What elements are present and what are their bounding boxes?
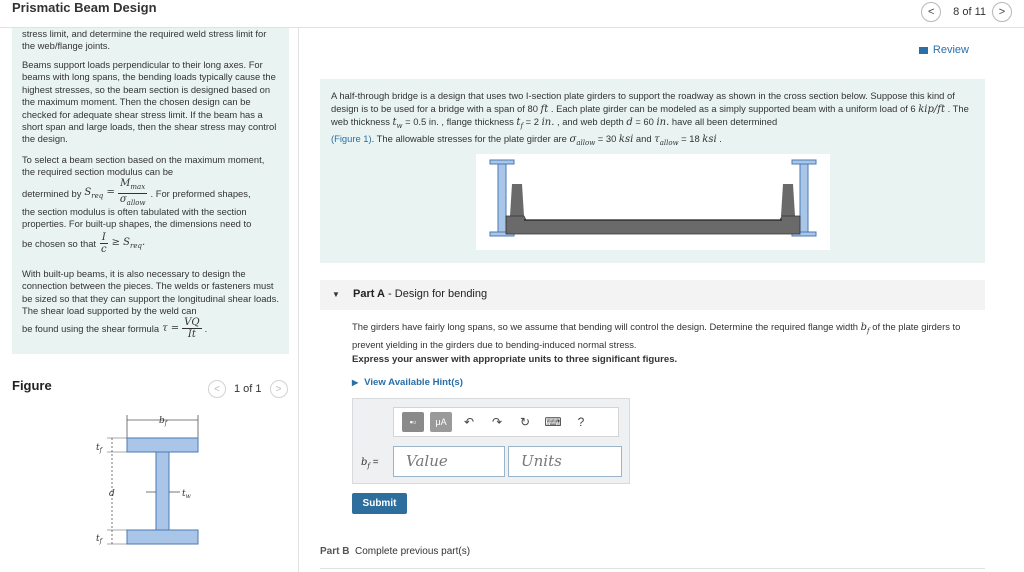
value-input[interactable]: Value xyxy=(393,446,505,477)
figure-pager xyxy=(208,380,288,398)
problem-statement xyxy=(320,79,985,263)
review-link[interactable]: Review xyxy=(919,44,969,56)
i-beam-figure xyxy=(90,410,240,560)
part-b-header: Part B Complete previous part(s) xyxy=(320,546,471,557)
problem-text: A half-through bridge is a design that uses two I-section plate girders to support the roadway as shown in the cross section below. Suppose this kind of design is to be used for a bridge with a span of 80 ft . Each plate girder can be modeled as a simply supported beam with a uniform load of 6 kip/ft . The web thickness $t_w = 0.5$ in. , flange thickness $t_f = 2$ in. , and web depth d = 60 in. have all been determined (Figure 1). The allowable stresses for the plate girder are $\sigma_{allow} = 30$ ksi and $\tau_{allow} = 18$ ksi . xyxy=(331,90,969,147)
column-divider xyxy=(298,28,299,572)
chevron-right-icon[interactable]: > xyxy=(992,2,1012,22)
chevron-left-icon[interactable]: < xyxy=(208,380,226,398)
problem-pager xyxy=(921,2,1006,22)
bf-label: $b_f$ xyxy=(159,416,167,427)
top-flange xyxy=(127,438,198,452)
units-input[interactable]: Units xyxy=(508,446,622,477)
d-label: d xyxy=(109,489,115,499)
submit-button[interactable]: Submit xyxy=(352,493,407,514)
bridge-cross-section-image xyxy=(476,154,830,250)
part-b-divider xyxy=(320,568,985,569)
figure-pager-text: 1 of 1 xyxy=(234,383,262,395)
expand-triangle-icon: ▶ xyxy=(352,378,359,387)
units-button[interactable]: μA xyxy=(430,412,452,432)
bottom-flange xyxy=(127,530,198,544)
figure-heading: Figure xyxy=(12,378,52,393)
template-icon[interactable]: ▪▫ xyxy=(402,412,424,432)
collapse-triangle-icon[interactable]: ▼ xyxy=(332,290,340,299)
hint-link[interactable]: ▶ View Available Hint(s) xyxy=(352,377,463,388)
undo-icon[interactable]: ↶ xyxy=(463,415,475,429)
answer-area xyxy=(352,398,630,484)
part-a-question: The girders have fairly long spans, so we assume that bending will control the design. Determine the required flange width $b_f$ of the plate girders to prevent yielding in the girders due to bending-induced normal stress. xyxy=(352,321,961,350)
assignment-title: Prismatic Beam Design xyxy=(12,0,157,15)
answer-instruction: Express your answer with appropriate units to three significant figures. xyxy=(352,354,678,365)
answer-toolbar xyxy=(393,407,619,437)
part-a-header[interactable]: ▼ Part A - Design for bending xyxy=(320,280,985,310)
intro-paragraph-2: Beams support loads perpendicular to their long axes. For beams with long spans, the bending loads typically cause the highest stresses, so the beam section is designed based on the maximum moment. Then the chosen design can be checked for adequate shear stress limit. If the beam has a short span and large loads, then the shear stress may control the design. xyxy=(22,59,277,145)
top-bar xyxy=(0,0,1024,28)
intro-panel xyxy=(12,28,289,354)
tf-top-label: $t_f$ xyxy=(96,443,102,454)
figure-link[interactable]: (Figure 1) xyxy=(331,132,372,144)
review-icon xyxy=(919,47,928,54)
web xyxy=(156,452,169,530)
intro-paragraph-4: With built-up beams, it is also necessary to design the connection between the pieces. The welds or fasteners must be sized so that they can support the longitudinal shear loads. The shear load supported by the weld can xyxy=(22,268,279,317)
chevron-right-icon[interactable]: > xyxy=(270,380,288,398)
answer-variable-label: $b_f$ = xyxy=(361,457,379,470)
tw-label: $t_w$ xyxy=(182,489,191,500)
ic-formula: be chosen so that $\frac{I}{c}$ ≥ $S_{req}$. xyxy=(22,232,146,255)
intro-paragraph-1: stress limit, and determine the required weld stress limit for the web/flange joints. xyxy=(22,28,267,52)
reset-icon[interactable]: ↻ xyxy=(519,415,531,429)
pager-text: 8 of 11 xyxy=(953,6,986,18)
redo-icon[interactable]: ↷ xyxy=(491,415,503,429)
help-icon[interactable]: ? xyxy=(577,415,585,429)
tf-bottom-label: $t_f$ xyxy=(96,534,102,545)
keyboard-icon[interactable]: ⌨ xyxy=(544,415,562,429)
intro-paragraph-3c: the section modulus is often tabulated with the section properties. For built-up shapes, the dimensions need to xyxy=(22,206,252,230)
chevron-left-icon[interactable]: < xyxy=(921,2,941,22)
section-modulus-formula: determined by $S_{req}$ = $\frac{M_{max}}{\sigma_{allow}}$ . For preformed shapes, xyxy=(22,178,251,207)
intro-paragraph-3a: To select a beam section based on the maximum moment, the required section modulus can be xyxy=(22,154,265,178)
shear-formula: be found using the shear formula τ = $\frac{VQ}{It}$ . xyxy=(22,317,208,340)
